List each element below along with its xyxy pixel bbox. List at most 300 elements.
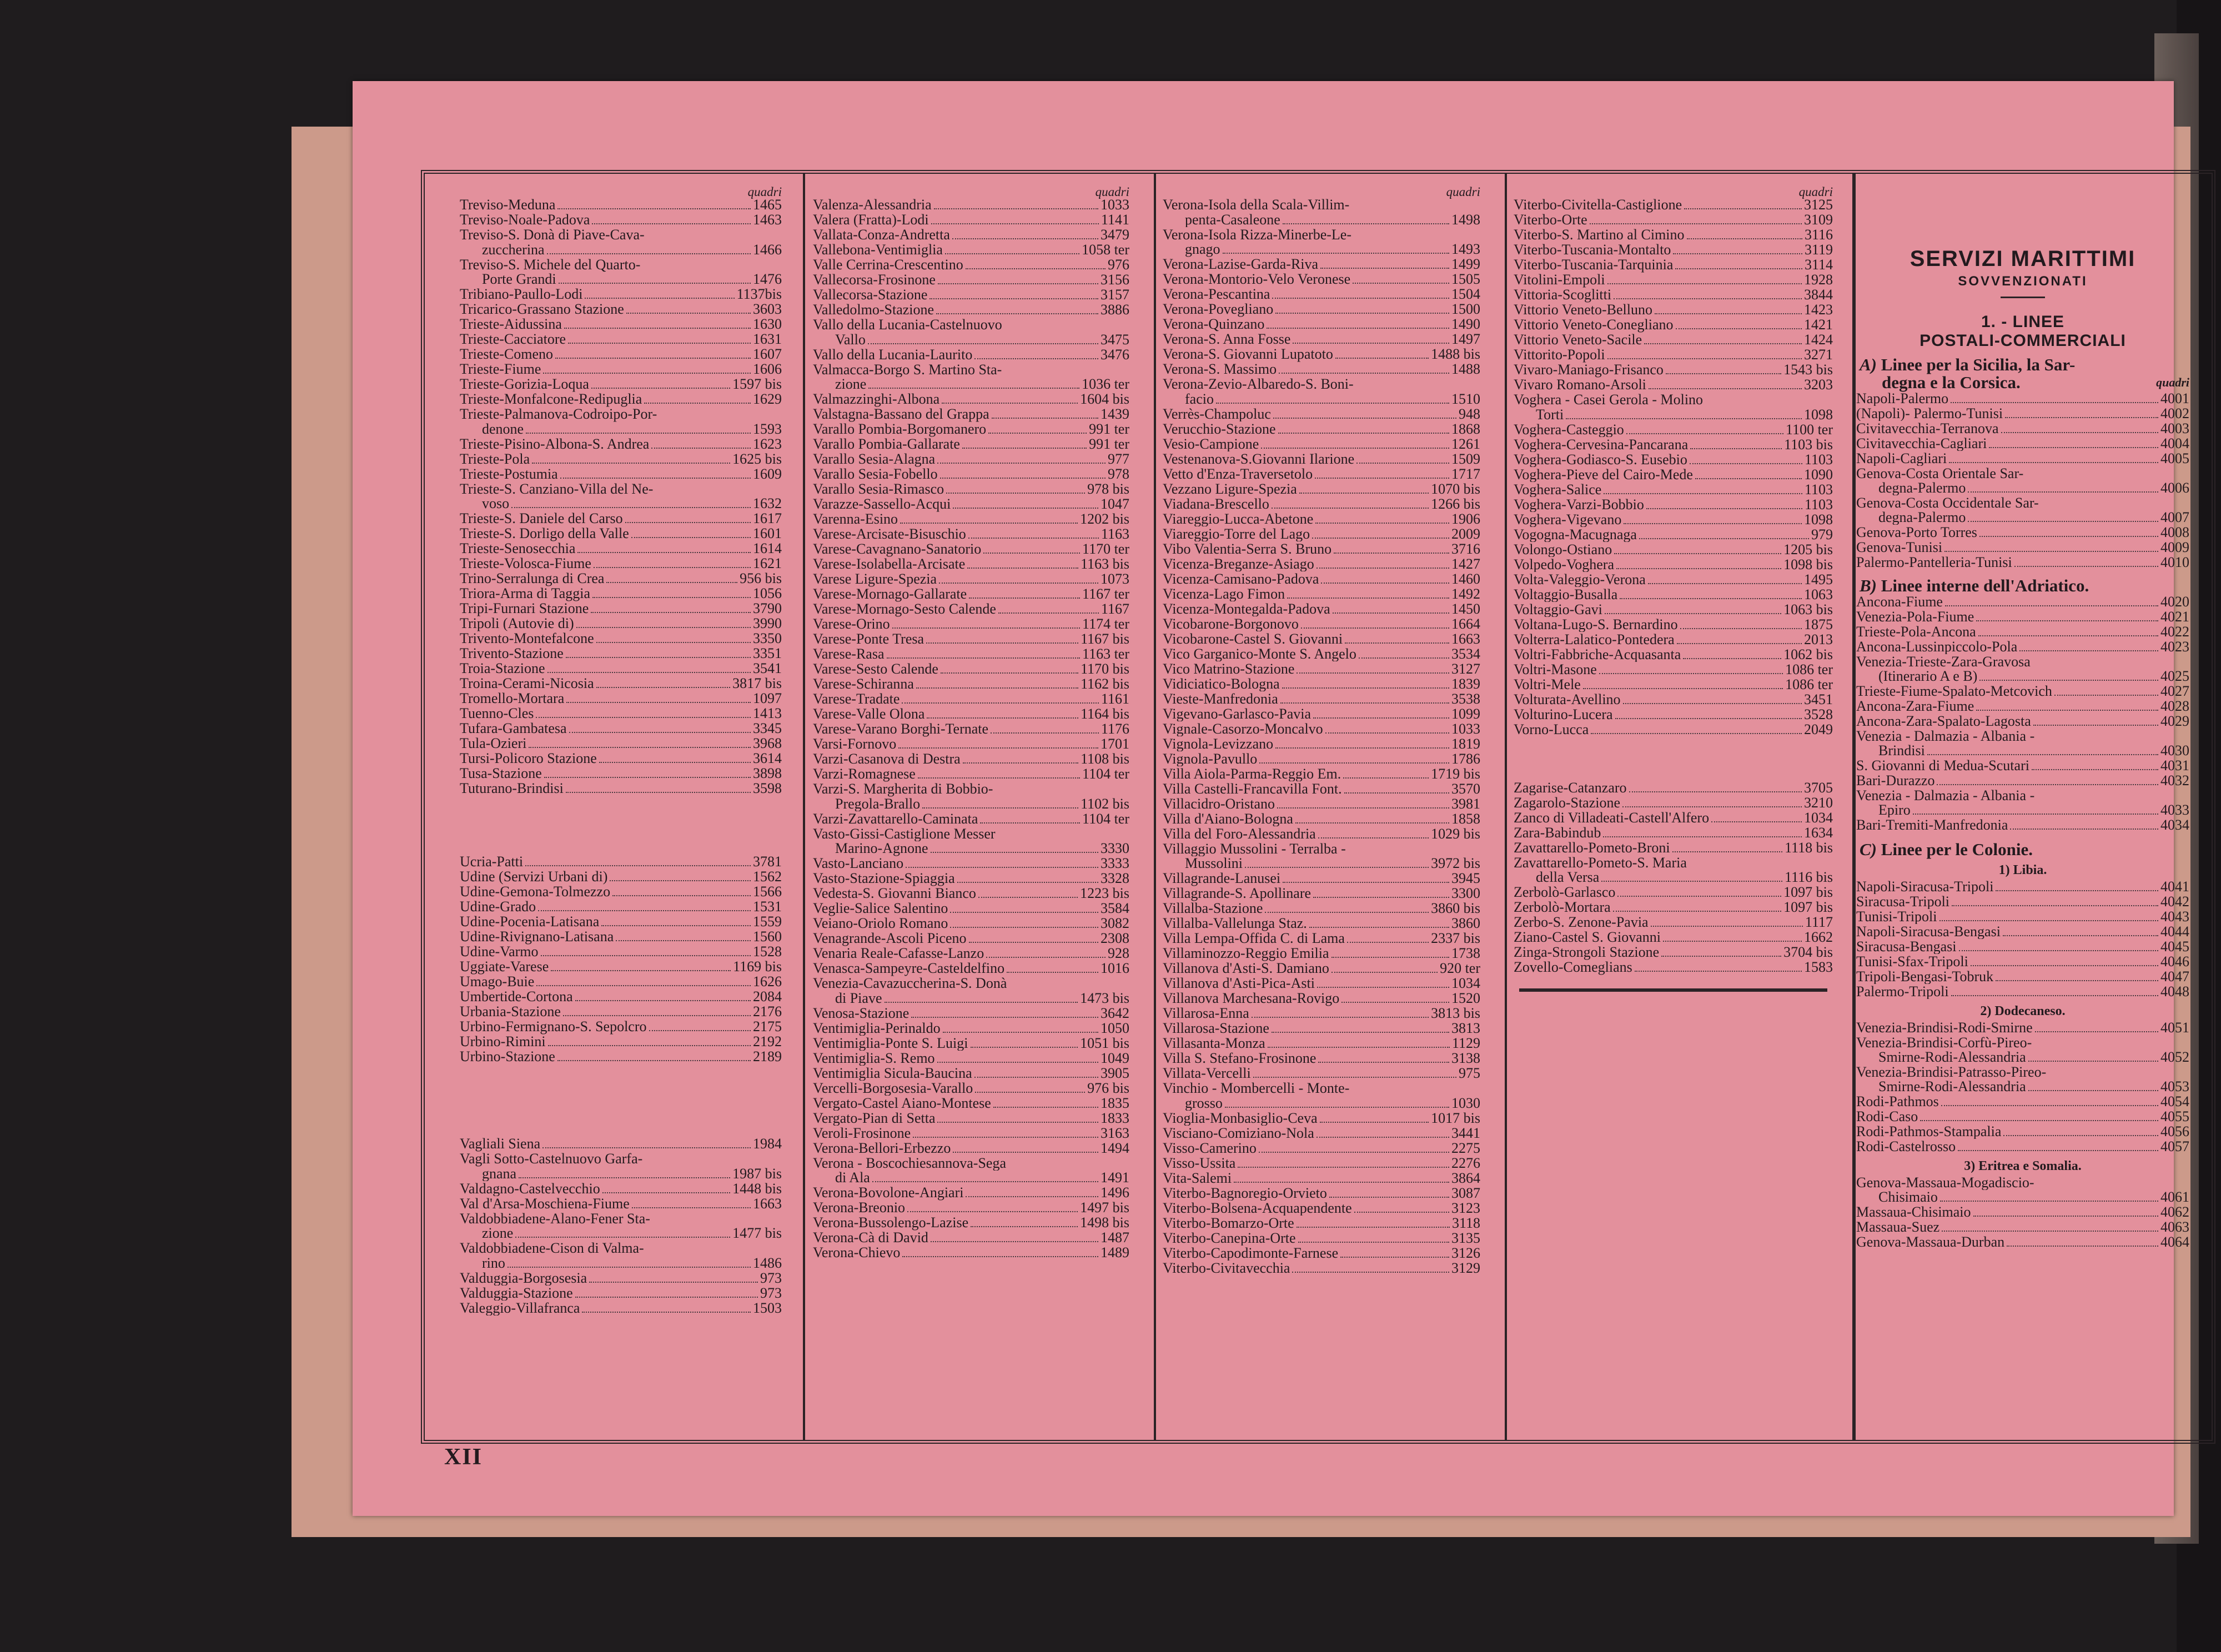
index-entry [1163,1201,1480,1216]
dot-leader [551,970,731,971]
dot-leader [1295,822,1449,824]
dot-leader [591,388,730,389]
index-entry [460,258,782,273]
index-entry [1163,632,1480,647]
table-number: 2084 [753,988,782,1005]
table-number: 1617 [753,510,782,526]
index-entry [460,526,782,541]
table-number: 4002 [2160,405,2189,421]
table-number: 1497 [1451,331,1480,347]
dot-leader [1234,1182,1449,1183]
index-entry [1163,737,1480,752]
dot-leader [1672,851,1782,852]
index-entry [460,332,782,347]
table-number: 4030 [2160,742,2189,759]
index-entry [1514,960,1833,975]
table-number: 4023 [2160,639,2189,655]
route-name: Villalba-Vallelunga Staz. [1163,916,1307,931]
dot-leader [943,1032,1098,1033]
table-number: 1103 [1804,481,1833,498]
table-number: 1496 [1101,1184,1129,1201]
route-name: zuccherina [482,242,545,257]
table-number: 3864 [1451,1169,1480,1186]
index-entry [1514,796,1833,811]
index-entry [1163,946,1480,961]
table-number: 1717 [1451,465,1480,482]
dot-leader [1345,642,1449,644]
index-entry [460,1226,782,1241]
index-entry [1514,228,1833,243]
route-name: Trieste-Gorizia-Loqua [460,377,589,392]
index-entry [1514,438,1833,453]
table-number: 1050 [1101,1020,1129,1036]
dot-leader [1651,926,1803,927]
table-number: 1621 [753,555,782,571]
table-number: 1819 [1451,735,1480,752]
dot-leader [1298,1242,1449,1243]
index-entry [813,991,1129,1006]
route-name: Trieste-Pola-Ancona [1856,625,1976,639]
route-name: Varese-Ponte Tresa [813,632,924,647]
dot-leader [969,942,1098,943]
table-number: 3109 [1804,212,1833,228]
dot-leader [2035,1031,2158,1032]
index-entry [1163,437,1480,452]
index-entry [1163,901,1480,916]
index-entry [1163,931,1480,946]
index-entry [813,856,1129,871]
dot-leader [1275,747,1449,749]
quadri-label: quadri [2156,375,2189,389]
index-entry [813,1156,1129,1171]
dot-leader [569,732,751,733]
index-entry [1856,1036,2189,1050]
dot-leader [576,627,751,628]
dot-leader [557,1060,751,1061]
route-name: Villa Lempa-Offida C. di Lama [1163,931,1345,946]
index-entry [460,1152,782,1167]
table-number: 4063 [2160,1219,2189,1235]
dot-leader [1312,538,1449,539]
dot-leader [1359,657,1449,659]
index-entry [460,930,782,945]
dot-leader [1272,1032,1449,1033]
index-entry [1163,1186,1480,1201]
dot-leader [1283,882,1449,883]
index-entry [1856,744,2189,759]
dot-leader [507,1267,751,1268]
route-name: Tripoli (Autovie di) [460,616,574,631]
index-entry [1856,699,2189,714]
table-number: 4021 [2160,609,2189,625]
dot-leader [1245,867,1429,868]
table-number: 4043 [2160,908,2189,925]
table-number: 1205 bis [1783,541,1833,558]
index-entry [813,557,1129,572]
column-header: quadri [1095,185,1129,199]
dot-leader [1989,447,2158,448]
index-entry [1163,886,1480,901]
index-entry [813,1126,1129,1141]
route-name: Varese Ligure-Spezia [813,572,937,587]
dot-leader [940,478,1106,479]
route-name: Tribiano-Paullo-Lodi [460,287,583,302]
route-name: Valledolmo-Stazione [813,303,934,318]
dot-leader [937,1062,1098,1063]
table-number: 4005 [2160,450,2189,466]
dot-leader [1624,523,1802,524]
index-entry [460,287,782,302]
table-number: 3538 [1451,690,1480,707]
route-name: Vestenanova-S.Giovanni Ilarione [1163,451,1355,466]
route-name: Tursi-Policoro Stazione [460,751,597,766]
index-entry [813,782,1129,797]
table-number: 3300 [1451,885,1480,901]
index-entry [813,677,1129,692]
index-entry [813,931,1129,946]
index-entry [1856,895,2189,910]
route-name: Vita-Salemi [1163,1171,1232,1186]
route-name: Tunisi-Tripoli [1856,910,1937,924]
route-name: Genova-Tunisi [1856,540,1943,555]
dot-leader [596,642,751,643]
dot-leader [937,1122,1098,1123]
table-number: 3119 [1804,242,1833,258]
index-entry [1514,632,1833,647]
route-name: degna-Palermo [1878,510,1966,525]
index-entry [813,1021,1129,1036]
index-entry [460,766,782,781]
table-number: 1103 [1804,451,1833,468]
table-number: 3118 [1451,1214,1480,1231]
table-number: 1108 bis [1081,751,1129,767]
dot-leader [542,1147,751,1148]
table-number: 1498 [1451,211,1480,228]
dot-leader [1617,896,1781,897]
table-number: 3333 [1101,855,1129,871]
route-name: Voghera-Salice [1514,482,1602,497]
table-number: 976 [1108,257,1129,273]
table-number: 956 bis [740,570,782,586]
table-number: 4031 [2160,757,2189,774]
index-entry [460,885,782,900]
table-number: 3598 [753,780,782,796]
route-name: Volterra-Lalatico-Pontedera [1514,632,1675,647]
dot-leader [1331,957,1449,958]
table-number: 3570 [1451,780,1480,797]
index-entry [1514,870,1833,885]
table-number: 3441 [1451,1124,1480,1141]
index-entry [1856,1065,2189,1079]
route-name: Vallo [835,332,866,347]
closing-rule [1519,988,1827,992]
table-number: 1593 [753,420,782,437]
dot-leader [538,910,751,911]
route-name: Voghera-Varzi-Bobbio [1514,497,1644,512]
route-name: Genova-Porto Torres [1856,525,1977,540]
route-name: Trieste-Volosca-Fiume [460,556,591,571]
index-entry [1514,662,1833,677]
index-entry [460,437,782,452]
table-number: 1460 [1451,570,1480,587]
dot-leader [942,403,1078,404]
table-number: 1664 [1451,615,1480,632]
dot-leader [938,283,1098,284]
dot-leader [971,1226,1078,1227]
dot-leader [1690,448,1782,449]
index-entry [460,960,782,975]
route-name: Umago-Buie [460,975,535,990]
dot-leader [529,747,751,748]
route-name: Villanova d'Asti-Pica-Asti [1163,976,1315,991]
route-name: Vittorio Veneto-Sacile [1514,333,1642,348]
table-number: 3844 [1804,287,1833,303]
index-entry [1856,1190,2189,1205]
entry-list [1163,198,1480,1276]
route-name: Vergato-Castel Aiano-Montese [813,1096,991,1111]
table-number: 3082 [1101,915,1129,931]
route-name: Napoli-Siracusa-Tripoli [1856,880,1994,894]
dot-leader [911,1017,1098,1018]
dot-leader [887,657,1081,659]
dot-leader [1614,298,1802,299]
dot-leader [1976,620,2158,621]
route-name: Villacidro-Oristano [1163,796,1275,811]
route-name: Chisimaio [1878,1190,1938,1204]
table-number: 1098 [1804,406,1833,423]
table-number: 1202 bis [1080,511,1129,527]
route-name: Verona-Lazise-Garda-Riva [1163,257,1319,272]
table-number: 2049 [1804,721,1833,737]
route-name: Venasca-Sampeyre-Casteldelfino [813,961,1005,976]
index-entry [1856,1235,2189,1250]
route-name: Verona-Bovolone-Angiari [813,1186,964,1201]
dot-leader [1344,792,1449,794]
table-number: 3345 [753,720,782,736]
route-name: Zagarolo-Stazione [1514,795,1621,810]
table-number: 3350 [753,630,782,646]
index-entry [1163,242,1480,257]
dot-leader [651,448,751,449]
table-number: 3114 [1804,257,1833,273]
dot-leader [1333,612,1449,614]
table-number: 1701 [1101,736,1129,752]
table-number: 975 [1459,1065,1480,1081]
route-name: Zavattarello-Pometo-S. Maria [1514,855,1687,870]
dot-leader [941,672,1078,674]
table-number: 1597 bis [732,376,782,392]
dot-leader [1945,605,2158,606]
dot-leader [950,912,1098,913]
route-name: Voghera-Casteggio [1514,422,1624,437]
column-header: quadri [1798,185,1833,199]
index-entry [1514,528,1833,543]
table-number: 3203 [1804,376,1833,393]
index-entry [1163,991,1480,1006]
index-entry [460,1050,782,1064]
route-name: Viterbo-Capodimonte-Farnese [1163,1246,1339,1261]
dot-leader [922,807,1078,809]
index-entry [813,1051,1129,1066]
table-number: 1051 bis [1080,1035,1129,1051]
dot-leader [1343,777,1429,779]
route-name: Trieste-Fiume-Spalato-Metcovich [1856,684,2052,699]
route-name: Valenza-Alessandria [813,198,932,213]
dot-leader [1973,1216,2158,1217]
route-name: Bari-Durazzo [1856,774,1935,788]
route-name: Vitolini-Empoli [1514,273,1605,288]
index-entry [813,482,1129,497]
dot-leader [1599,673,1783,674]
table-number: 1062 bis [1783,646,1833,662]
dot-leader [1252,1017,1429,1018]
table-number: 1137bis [736,286,782,302]
index-entry [1514,288,1833,303]
dot-leader [566,792,751,793]
route-list [1856,1021,2189,1154]
index-entry [1163,1171,1480,1186]
index-entry [1163,677,1480,692]
route-name: Viterbo-S. Martino al Cimino [1514,228,1685,243]
table-number: 1421 [1804,317,1833,333]
table-number: 1117 [1805,914,1833,930]
entry-list [813,198,1129,1261]
index-entry [813,1231,1129,1246]
dot-leader [926,642,1078,644]
route-name: Ventimiglia-S. Remo [813,1051,935,1066]
route-name: di Piave [835,991,882,1006]
dot-leader [582,1312,751,1313]
route-name: Marino-Agnone [835,841,928,856]
route-name: Venezia-Trieste-Zara-Gravosa [1856,655,2031,669]
index-entry [1856,1079,2189,1094]
route-name: Tromello-Mortara [460,691,565,706]
table-number: 1504 [1451,286,1480,302]
table-number: 1835 [1101,1094,1129,1111]
route-name: Vogogna-Macugnaga [1514,527,1637,542]
dot-leader [541,955,751,956]
group-title: 2) Dodecaneso. [1980,1004,2066,1018]
index-entry [460,676,782,691]
table-number: 1786 [1451,750,1480,767]
table-number: 2337 bis [1431,930,1480,946]
table-number: 3156 [1101,272,1129,288]
index-entry [460,721,782,736]
table-number: 1719 bis [1431,765,1480,782]
route-name: Varallo Sesia-Fobello [813,467,938,482]
dot-leader [536,985,751,986]
dot-leader [945,253,1079,254]
index-entry [813,407,1129,422]
route-name: Vignola-Pavullo [1163,751,1258,766]
route-name: Mussolini [1185,856,1243,871]
dot-leader [563,1015,751,1016]
dot-leader [1315,478,1449,479]
route-name: Trieste-Palmanova-Codroipo-Por- [460,407,657,422]
dot-leader [536,717,751,718]
table-number: 4028 [2160,698,2189,714]
index-entry [813,303,1129,318]
route-name: Vesio-Campione [1163,436,1259,451]
index-entry [1856,451,2189,466]
dot-leader [1941,1105,2158,1106]
route-name: penta-Casaleone [1185,212,1280,227]
table-number: 1169 bis [733,958,782,975]
index-entry [1514,900,1833,915]
dot-leader [1949,462,2158,463]
route-name: Vercelli-Borgosesia-Varallo [813,1081,973,1096]
dot-leader [592,597,751,598]
index-entry [1856,525,2189,540]
table-number: 1063 bis [1783,601,1833,617]
dot-leader [934,208,1098,209]
dot-leader [1268,1047,1450,1048]
dot-leader [519,1177,730,1178]
table-number: 4042 [2160,893,2189,910]
index-entry [813,497,1129,512]
route-list [1856,595,2189,833]
dot-leader [1648,583,1802,584]
index-entry [1856,481,2189,496]
index-entry [813,318,1129,333]
index-entry [460,392,782,407]
dot-leader [1677,643,1802,644]
route-name: Villarosa-Enna [1163,1006,1249,1021]
route-name: Zerbo-S. Zenone-Pavia [1514,915,1649,930]
index-entry [1514,915,1833,930]
dot-leader [1267,328,1449,329]
section-name: POSTALI-COMMERCIALI [1919,332,2126,350]
table-number: 4004 [2160,435,2189,451]
route-name: Palermo-Tripoli [1856,985,1949,999]
dot-leader [591,612,751,613]
dot-leader [1353,283,1449,284]
table-number: 2276 [1451,1154,1480,1171]
dot-leader [2019,650,2158,651]
index-entry [1514,498,1833,513]
route-name: Varese-Valle Olona [813,707,925,722]
dot-leader [1663,941,1802,942]
index-entry [460,1241,782,1256]
route-name: Napoli-Cagliari [1856,451,1947,466]
dot-leader [1223,253,1449,254]
dot-leader [1607,283,1802,284]
dot-leader [544,777,751,778]
route-name: Venezia - Dalmazia - Albania - [1856,789,2035,803]
index-entry [1163,228,1480,243]
entry-list [1514,198,1833,737]
index-entry [1514,558,1833,573]
index-entry [460,945,782,960]
route-name: Varallo Sesia-Rimasco [813,482,944,497]
table-number: 2175 [753,1018,782,1035]
dot-leader [1356,463,1449,464]
route-name: Tripoli-Bengasi-Tobruk [1856,970,1994,984]
table-number: 979 [1811,526,1833,543]
table-number: 3972 bis [1431,855,1480,871]
dot-leader [592,223,751,224]
table-number: 4048 [2160,983,2189,1000]
route-name: Bari-Tremiti-Manfredonia [1856,818,2008,832]
route-name: Zavattarello-Pometo-Broni [1514,840,1670,855]
table-number: 1098 [1804,511,1833,528]
column-separator [1505,173,1507,1440]
route-name: Voghera-Pieve del Cairo-Mede [1514,467,1693,482]
route-name: Urbania-Stazione [460,1005,561,1020]
table-number: 928 [1108,945,1129,961]
index-entry [460,691,782,706]
index-entry [1514,363,1833,378]
